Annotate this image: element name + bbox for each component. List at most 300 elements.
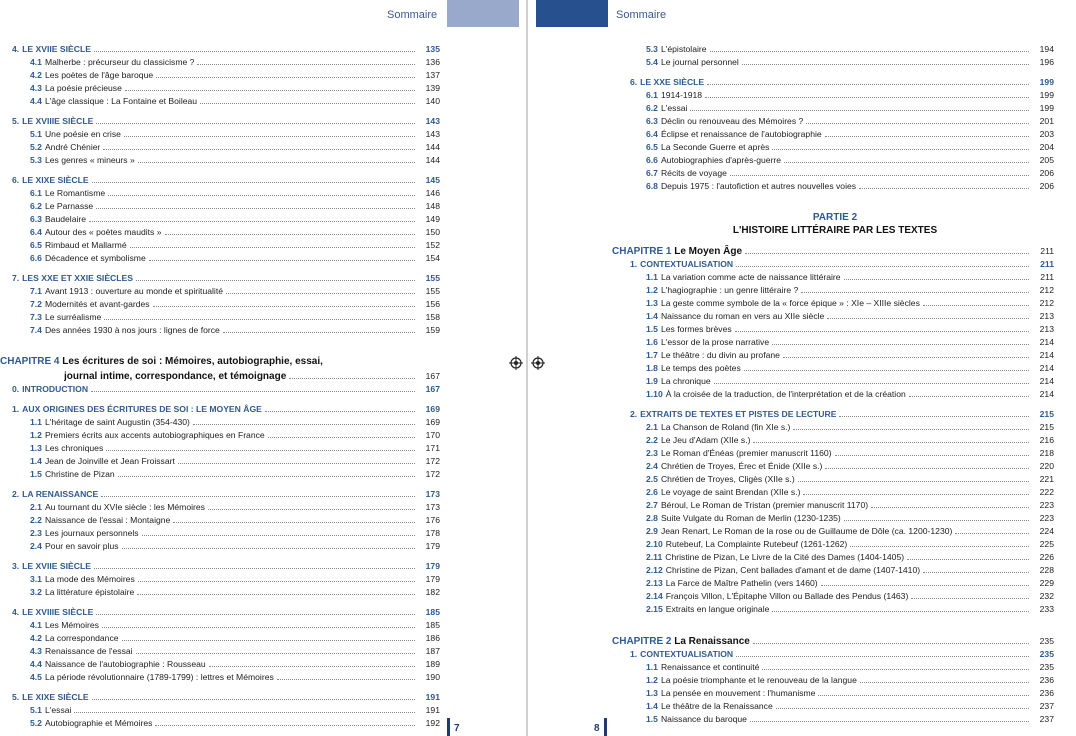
toc-entry-row[interactable] [616,43,1054,56]
entry-number: 4. [12,44,20,54]
toc-entry-row[interactable] [4,501,440,514]
toc-entry-row[interactable] [616,141,1054,154]
dot-leader [136,280,415,281]
entry-number: 5.3 [30,155,42,165]
toc-spacer [4,599,440,606]
dot-leader [138,581,415,582]
chapter-keyword: CHAPITRE 2 [612,636,672,647]
entry-label [30,252,146,265]
toc-entry-row[interactable] [616,375,1054,388]
dot-leader [801,292,1029,293]
dot-leader [839,416,1029,417]
entry-title: La Farce de Maître Pathelin (vers 1460) [665,578,818,588]
dot-leader [714,383,1029,384]
entry-number: 2.12 [646,565,663,575]
toc-entry-row[interactable] [4,298,440,311]
toc-entry-row[interactable] [616,700,1054,713]
entry-label [646,43,707,56]
page-number: 172 [425,456,440,466]
toc-entry-row[interactable] [4,200,440,213]
dot-leader [736,656,1029,657]
toc-entry-row[interactable] [616,486,1054,499]
dot-leader [108,195,415,196]
toc-entry-row[interactable] [4,56,440,69]
entry-title: CONTEXTUALISATION [640,259,734,269]
toc-chapter-row-cont[interactable] [4,369,440,383]
page-number: 191 [425,692,440,702]
entry-title: Le journal personnel [660,57,739,67]
right-page-number: 8 [594,723,600,734]
page-number: 235 [1039,662,1054,672]
toc-entry-row[interactable] [616,362,1054,375]
toc-entry-row[interactable] [4,540,440,553]
dot-leader [96,208,415,209]
toc-section-row[interactable] [4,488,440,501]
entry-label [30,501,205,514]
toc-entry-row[interactable] [616,284,1054,297]
toc-entry-row[interactable] [4,213,440,226]
entry-label [30,455,175,468]
toc-chapter-row[interactable] [612,634,1054,648]
page-number: 191 [425,705,440,715]
entry-number: 1. [12,404,20,414]
entry-title: Renaissance et continuité [660,662,760,672]
toc-entry-row[interactable] [616,577,1054,590]
toc-entry-row[interactable] [4,671,440,684]
toc-entry-row[interactable] [616,388,1054,401]
toc-entry-row[interactable] [616,310,1054,323]
page-number: 152 [425,240,440,250]
dot-leader [223,332,415,333]
page-number: 154 [425,253,440,263]
page-number: 237 [1039,714,1054,724]
dot-leader [955,533,1029,534]
toc-entry-row[interactable] [4,527,440,540]
toc-spacer [4,337,440,355]
page-number: 140 [425,96,440,106]
entry-label [30,540,119,553]
entry-number: 1.10 [646,389,663,399]
entry-title: Christine de Pizan, Le Livre de la Cité des Dames (1404-1405) [665,552,905,562]
toc-entry-row[interactable] [4,141,440,154]
toc-section-row[interactable] [4,174,440,187]
chapter-title: Le Moyen Âge [674,246,743,257]
page-number: 137 [425,70,440,80]
toc-entry-row[interactable] [616,460,1054,473]
entry-number: 2.15 [646,604,663,614]
toc-entry-row[interactable] [4,645,440,658]
toc-entry-row[interactable] [616,421,1054,434]
toc-entry-row[interactable] [616,590,1054,603]
entry-title: Pour en savoir plus [44,541,119,551]
dot-leader [138,162,415,163]
toc-entry-row[interactable] [616,89,1054,102]
page-number: 205 [1039,155,1054,165]
entry-title: Décadence et symbolisme [44,253,146,263]
entry-label [646,349,780,362]
toc-section-row[interactable] [4,43,440,56]
toc-entry-row[interactable] [4,252,440,265]
toc-entry-row[interactable] [4,514,440,527]
entry-title: La pensée en mouvement : l'humanisme [660,688,816,698]
toc-section-row[interactable] [4,115,440,128]
entry-label [30,658,206,671]
entry-title: L'essai [660,103,688,113]
right-page [532,0,1076,736]
dot-leader [911,598,1029,599]
dot-leader [762,669,1029,670]
toc-entry-row[interactable] [4,658,440,671]
entry-label [646,167,727,180]
toc-section-row[interactable] [616,648,1054,661]
toc-section-row[interactable] [4,403,440,416]
entry-title: François Villon, L'Épitaphe Villon ou Ballade des Pendus (1463) [665,591,909,601]
entry-label [646,551,904,564]
chapter-title: Les écritures de soi : Mémoires, autobiographie, essai, [62,356,323,367]
entry-label [646,271,841,284]
toc-section-row[interactable] [616,408,1054,421]
toc-entry-row[interactable] [4,324,440,337]
toc-entry-row[interactable] [616,603,1054,616]
right-header-title: Sommaire [616,9,667,21]
toc-entry-row[interactable] [4,619,440,632]
toc-section-row[interactable] [4,691,440,704]
entry-number: 3.1 [30,574,42,584]
entry-number: 6. [12,175,20,185]
toc-entry-row[interactable] [4,468,440,481]
page-number: 173 [425,502,440,512]
toc-entry-row[interactable] [616,512,1054,525]
entry-label [30,128,121,141]
entry-number: 1.5 [646,714,658,724]
dot-leader [122,640,415,641]
entry-number: 1.7 [646,350,658,360]
toc-chapter-row[interactable] [612,244,1054,258]
dot-leader [783,357,1029,358]
toc-entry-row[interactable] [616,564,1054,577]
toc-entry-row[interactable] [4,226,440,239]
entry-label [30,645,133,658]
page-number: 187 [425,646,440,656]
toc-entry-row[interactable] [616,102,1054,115]
toc-entry-row[interactable] [616,473,1054,486]
chapter-title-line2: journal intime, correspondance, et témoignage [64,371,287,382]
page-number: 215 [1039,409,1054,419]
dot-leader [835,455,1029,456]
toc-section-row[interactable] [4,606,440,619]
dot-leader [798,481,1029,482]
entry-label [30,141,100,154]
page-number: 203 [1039,129,1054,139]
entry-number: 4.1 [30,57,42,67]
entry-number: 1. [630,649,638,659]
entry-number: 4.4 [30,659,42,669]
entry-label [646,323,732,336]
entry-title: Christine de Pizan, Cent ballades d'amant et de dame (1407-1410) [665,565,921,575]
toc-entry-row[interactable] [4,285,440,298]
entry-label [646,700,773,713]
entry-label [12,488,98,501]
page-number: 170 [425,430,440,440]
toc-entry-row[interactable] [616,687,1054,700]
toc-spacer [616,401,1054,408]
right-header-band [536,0,608,27]
entry-title: Le théâtre de la Renaissance [660,701,773,711]
page-number: 223 [1039,500,1054,510]
page-number: 224 [1039,526,1054,536]
page-number: 172 [425,469,440,479]
toc-entry-row[interactable] [4,704,440,717]
entry-number: 6. [630,77,638,87]
entry-label [646,525,952,538]
entry-number: 2. [12,489,20,499]
entry-number: 6.5 [30,240,42,250]
entry-number: 6.4 [30,227,42,237]
entry-title: Modernités et avant-gardes [44,299,150,309]
page-number: 221 [1039,474,1054,484]
entry-number: 1.1 [30,417,42,427]
toc-entry-row[interactable] [616,180,1054,193]
entry-label [30,514,170,527]
toc-section-row[interactable] [616,258,1054,271]
entry-number: 1.1 [646,272,658,282]
entry-label [30,573,135,586]
dot-leader [825,136,1029,137]
entry-title: La variation comme acte de naissance littéraire [660,272,841,282]
toc-entry-row[interactable] [4,69,440,82]
entry-title: Des années 1930 à nos jours : lignes de force [44,325,220,335]
left-toc [0,43,440,730]
toc-entry-row[interactable] [4,442,440,455]
page-number: 136 [425,57,440,67]
entry-title: Autobiographie et Mémoires [44,718,153,728]
page-number: 228 [1039,565,1054,575]
entry-number: 4. [12,607,20,617]
entry-number: 1.8 [646,363,658,373]
toc-entry-row[interactable] [616,271,1054,284]
toc-entry-row[interactable] [4,239,440,252]
dot-leader [91,391,415,392]
page-number: 167 [425,371,440,381]
toc-spacer [616,193,1054,211]
page-number: 201 [1039,116,1054,126]
dot-leader [102,627,415,628]
toc-entry-row[interactable] [616,661,1054,674]
entry-title: INTRODUCTION [22,384,89,394]
toc-section-row[interactable] [4,272,440,285]
toc-entry-row[interactable] [616,499,1054,512]
entry-label [12,383,88,396]
page-number: 159 [425,325,440,335]
toc-entry-row[interactable] [616,349,1054,362]
toc-entry-row[interactable] [616,713,1054,726]
chapter-label [0,355,323,369]
dot-leader [106,450,415,451]
entry-number: 5. [12,116,20,126]
entry-title: Les formes brèves [660,324,732,334]
entry-number: 2.8 [646,513,658,523]
entry-title: EXTRAITS DE TEXTES ET PISTES DE LECTURE [640,409,837,419]
page-number: 143 [425,116,440,126]
entry-number: 5.4 [646,57,658,67]
entry-title: Naissance de l'essai : Montaigne [44,515,171,525]
toc-entry-row[interactable] [616,674,1054,687]
toc-entry-row[interactable] [616,128,1054,141]
entry-label [646,447,832,460]
toc-entry-row[interactable] [616,336,1054,349]
entry-title: Béroul, Le Roman de Tristan (premier manuscrit 1170) [660,500,869,510]
entry-label [646,661,759,674]
toc-entry-row[interactable] [4,128,440,141]
page-number: 146 [425,188,440,198]
entry-number: 5. [12,692,20,702]
right-toc [612,43,1054,726]
entry-label [12,403,262,416]
toc-entry-row[interactable] [616,525,1054,538]
dot-leader [803,494,1029,495]
entry-title: Déclin ou renouveau des Mémoires ? [660,116,804,126]
toc-entry-row[interactable] [4,416,440,429]
dot-leader [142,535,415,536]
toc-entry-row[interactable] [616,297,1054,310]
toc-entry-row[interactable] [616,434,1054,447]
toc-entry-row[interactable] [616,167,1054,180]
page-number: 150 [425,227,440,237]
entry-number: 6.8 [646,181,658,191]
entry-number: 1.5 [646,324,658,334]
toc-entry-row[interactable] [616,551,1054,564]
dot-leader [289,378,415,379]
entry-label [646,56,739,69]
entry-number: 0. [12,384,20,394]
page-number: 235 [1039,636,1054,646]
entry-label [30,527,139,540]
toc-entry-row[interactable] [4,82,440,95]
toc-chapter-row[interactable] [0,355,440,369]
entry-label [646,310,824,323]
dot-leader [690,110,1029,111]
toc-entry-row[interactable] [4,455,440,468]
toc-spacer [4,481,440,488]
entry-title: Naissance de l'autobiographie : Rousseau [44,659,206,669]
page-number: 199 [1039,90,1054,100]
toc-entry-row[interactable] [616,323,1054,336]
entry-label [30,69,153,82]
entry-number: 6.2 [646,103,658,113]
toc-entry-row[interactable] [4,717,440,730]
toc-entry-row[interactable] [4,154,440,167]
entry-title: Naissance du roman en vers au XIIe siècle [660,311,825,321]
page-number: 211 [1040,246,1054,256]
dot-leader [776,708,1029,709]
part-heading [616,211,1054,237]
dot-leader [94,51,415,52]
entry-label [630,76,704,89]
toc-entry-row[interactable] [4,187,440,200]
toc-entry-row[interactable] [616,447,1054,460]
toc-entry-row[interactable] [616,154,1054,167]
entry-title: Le Romantisme [44,188,106,198]
toc-section-row[interactable] [4,383,440,396]
entry-title: L'âge classique : La Fontaine et Boileau [44,96,198,106]
entry-label [30,154,135,167]
toc-section-row[interactable] [616,76,1054,89]
entry-title: Le Jeu d'Adam (XIIe s.) [660,435,751,445]
entry-label [30,298,150,311]
toc-spacer [4,108,440,115]
dot-leader [104,319,415,320]
toc-entry-row[interactable] [4,95,440,108]
page-number: 233 [1039,604,1054,614]
entry-label [30,95,197,108]
entry-label [30,468,115,481]
chapter-label [612,635,750,649]
dot-leader [860,682,1029,683]
toc-entry-row[interactable] [4,632,440,645]
toc-entry-row[interactable] [4,573,440,586]
entry-label [646,674,857,687]
entry-title: Au tournant du XVIe siècle : les Mémoires [44,502,205,512]
entry-title: Le Roman d'Énéas (premier manuscrit 1160) [660,448,832,458]
page-number: 220 [1039,461,1054,471]
entry-title: La période révolutionnaire (1789-1799) : lettres et Mémoires [44,672,274,682]
dot-leader [736,266,1029,267]
page-number: 214 [1039,363,1054,373]
left-folio-bar [447,718,450,736]
entry-title: LE XXE SIÈCLE [640,77,705,87]
entry-number: 4.1 [30,620,42,630]
entry-label [630,258,733,271]
entry-title: Autobiographies d'après-guerre [660,155,782,165]
toc-section-row[interactable] [4,560,440,573]
entry-label [646,102,687,115]
toc-spacer [4,396,440,403]
entry-title: Le voyage de saint Brendan (XIIe s.) [660,487,801,497]
entry-label [646,499,868,512]
chapter-title: La Renaissance [674,636,750,647]
dot-leader [193,424,415,425]
entry-title: Les poètes de l'âge baroque [44,70,154,80]
toc-entry-row[interactable] [616,115,1054,128]
page-number: 190 [425,672,440,682]
entry-label [646,154,781,167]
entry-number: 1.4 [646,701,658,711]
dot-leader [827,318,1029,319]
toc-entry-row[interactable] [616,56,1054,69]
entry-label [646,434,750,447]
dot-leader [197,64,415,65]
entry-number: 2.6 [646,487,658,497]
entry-number: 2.4 [646,461,658,471]
entry-label [646,577,818,590]
dot-leader [745,253,1029,254]
dot-leader [821,585,1029,586]
entry-title: Malherbe : précurseur du classicisme ? [44,57,195,67]
toc-entry-row[interactable] [616,538,1054,551]
entry-label [12,115,93,128]
page-number: 204 [1039,142,1054,152]
page-number: 236 [1039,675,1054,685]
dot-leader [705,97,1029,98]
entry-label [30,226,162,239]
entry-number: 6.7 [646,168,658,178]
toc-entry-row[interactable] [4,429,440,442]
toc-entry-row[interactable] [4,586,440,599]
dot-leader [859,188,1029,189]
dot-leader [707,84,1029,85]
entry-number: 2.7 [646,500,658,510]
toc-entry-row[interactable] [4,311,440,324]
